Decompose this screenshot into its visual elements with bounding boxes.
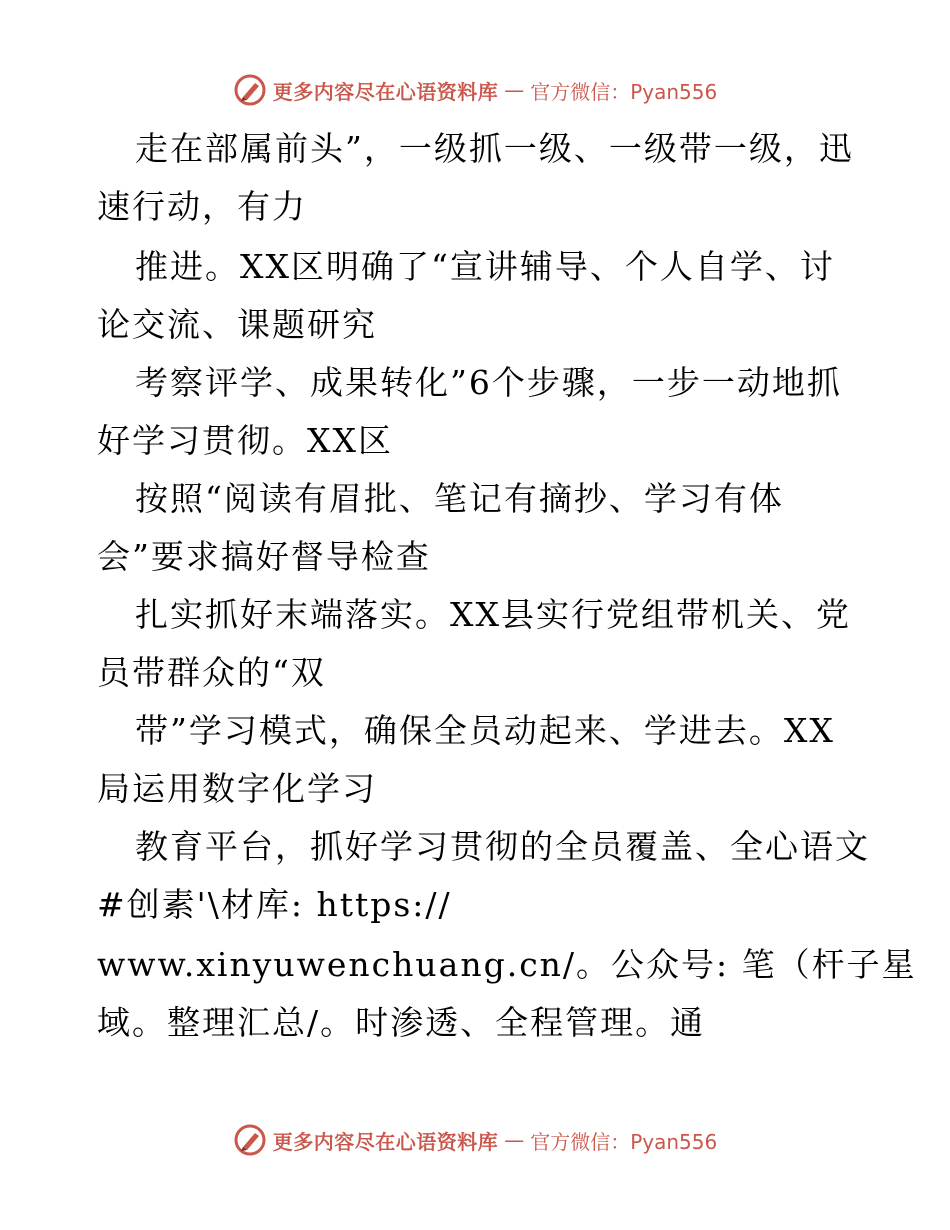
banner-wechat: 官方微信：Pyan556 [530, 79, 718, 104]
text-line: www.xinyuwenchuang.cn/。公众号: 笔（杆子星 [97, 945, 917, 984]
text-line: 会”要求搞好督导检查 [97, 537, 431, 576]
text-line: 考察评学、成果转化”6个步骤，一步一动地抓 [135, 363, 842, 402]
text-line: #创素'\材库: https:// [97, 885, 452, 924]
text-line: 推进。XX区明确了“宣讲辅导、个人自学、讨 [135, 247, 835, 286]
banner-separator: — [504, 1128, 525, 1152]
text-line: 带”学习模式，确保全员动起来、学进去。XX [135, 711, 835, 750]
footer-banner [0, 1120, 950, 1160]
banner-wechat: 官方微信：Pyan556 [530, 1129, 718, 1154]
text-line: 走在部属前头”，一级抓一级、一级带一级，迅 [135, 129, 854, 168]
header-banner [0, 70, 950, 110]
text-line: 扎实抓好末端落实。XX县实行党组带机关、党 [135, 595, 851, 634]
text-line: 按照“阅读有眉批、笔记有摘抄、学习有体 [135, 479, 784, 518]
pen-logo-icon [233, 73, 267, 107]
text-line: 局运用数字化学习 [97, 769, 377, 808]
banner-title: 更多内容尽在心语资料库 [272, 1129, 499, 1154]
banner-separator: — [504, 78, 525, 102]
pen-logo-icon [233, 1123, 267, 1157]
text-line: 速行动，有力 [97, 187, 307, 226]
text-line: 教育平台，抓好学习贯彻的全员覆盖、全心语文 [135, 827, 870, 866]
text-line: 域。整理汇总/。时渗透、全程管理。通 [97, 1003, 706, 1042]
text-line: 好学习贯彻。XX区 [97, 421, 393, 460]
banner-title: 更多内容尽在心语资料库 [272, 79, 499, 104]
text-line: 员带群众的“双 [97, 653, 326, 692]
text-line: 论交流、课题研究 [97, 305, 377, 344]
